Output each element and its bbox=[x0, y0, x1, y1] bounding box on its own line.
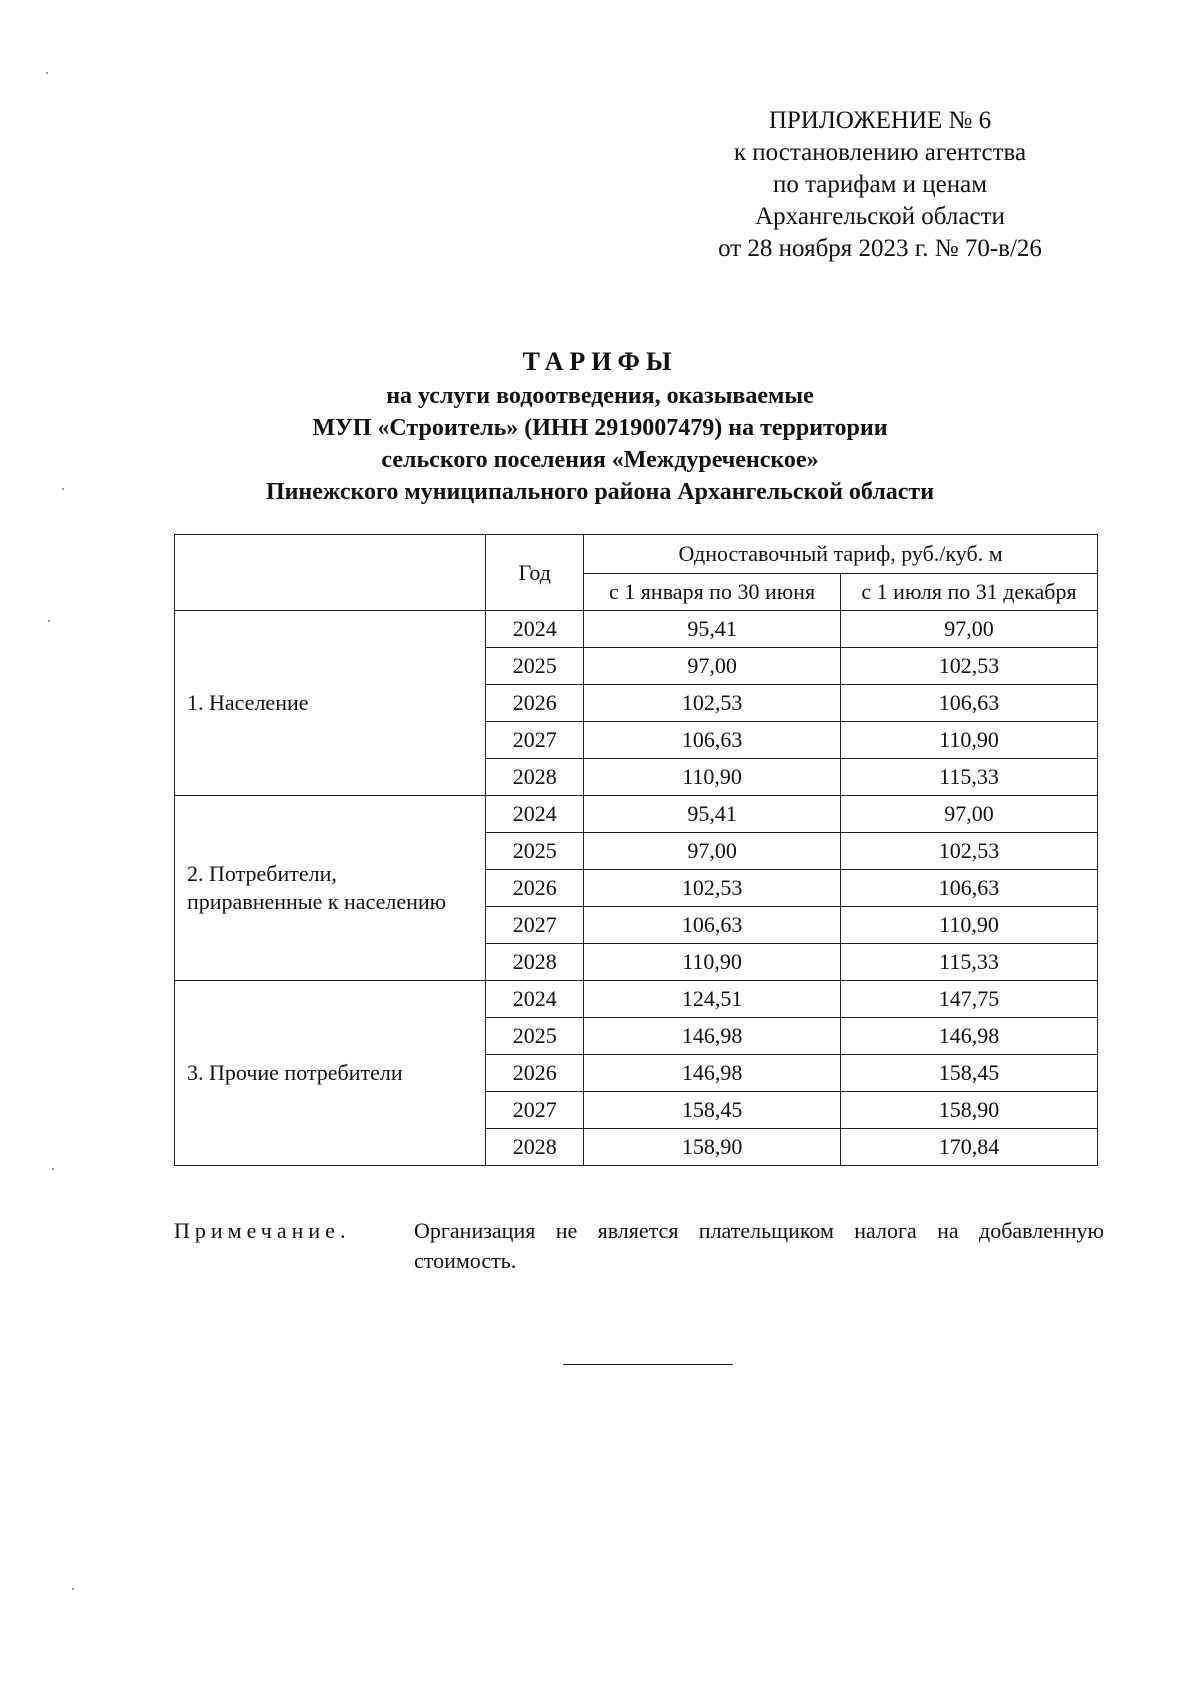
tariff-h1-cell: 106,63 bbox=[584, 907, 841, 944]
tariff-h2-cell: 146,98 bbox=[841, 1018, 1098, 1055]
tariff-h2-cell: 102,53 bbox=[841, 833, 1098, 870]
title-line: сельского поселения «Междуреченское» bbox=[381, 447, 819, 473]
tariff-table bbox=[174, 534, 1098, 1166]
table-row bbox=[175, 611, 1098, 648]
annex-line: Архангельской области bbox=[755, 203, 1005, 230]
scan-speck bbox=[46, 72, 48, 74]
year-cell: 2025 bbox=[486, 1018, 584, 1055]
tariff-h1-cell: 146,98 bbox=[584, 1055, 841, 1092]
tariff-h1-cell: 102,53 bbox=[584, 685, 841, 722]
header-tariff: Одноставочный тариф, руб./куб. м bbox=[584, 535, 1098, 574]
tariff-h1-cell: 95,41 bbox=[584, 796, 841, 833]
annex-number: ПРИЛОЖЕНИЕ № 6 bbox=[768, 107, 992, 134]
header-year: Год bbox=[486, 535, 584, 611]
header-period-2: с 1 июля по 31 декабря bbox=[841, 574, 1098, 611]
year-cell: 2025 bbox=[486, 648, 584, 685]
table-row bbox=[175, 796, 1098, 833]
tariff-h2-cell: 97,00 bbox=[841, 611, 1098, 648]
end-divider bbox=[563, 1364, 733, 1365]
tariff-h2-cell: 147,75 bbox=[841, 981, 1098, 1018]
annex-date: от 28 ноября 2023 г. № 70-в/26 bbox=[718, 235, 1042, 262]
year-cell: 2027 bbox=[486, 722, 584, 759]
year-cell: 2027 bbox=[486, 907, 584, 944]
tariff-h2-cell: 115,33 bbox=[841, 944, 1098, 981]
tariff-h2-cell: 106,63 bbox=[841, 685, 1098, 722]
tariff-h1-cell: 97,00 bbox=[584, 833, 841, 870]
tariff-h1-cell: 102,53 bbox=[584, 870, 841, 907]
tariff-h1-cell: 158,90 bbox=[584, 1129, 841, 1166]
year-cell: 2026 bbox=[486, 1055, 584, 1092]
tariff-h2-cell: 110,90 bbox=[841, 722, 1098, 759]
scan-speck bbox=[48, 620, 50, 622]
year-cell: 2028 bbox=[486, 1129, 584, 1166]
scan-speck bbox=[52, 1168, 54, 1170]
year-cell: 2026 bbox=[486, 685, 584, 722]
tariff-h1-cell: 110,90 bbox=[584, 759, 841, 796]
category-cell: 1. Население bbox=[175, 611, 486, 796]
tariff-h2-cell: 102,53 bbox=[841, 648, 1098, 685]
tariff-h2-cell: 158,45 bbox=[841, 1055, 1098, 1092]
year-cell: 2027 bbox=[486, 1092, 584, 1129]
note-text: Организация не является плательщиком налога на добавленную стоимость. bbox=[414, 1218, 1104, 1273]
tariff-h2-cell: 106,63 bbox=[841, 870, 1098, 907]
title-line: на услуги водоотведения, оказываемые bbox=[386, 383, 814, 409]
tariff-h1-cell: 124,51 bbox=[584, 981, 841, 1018]
year-cell: 2028 bbox=[486, 944, 584, 981]
annex-line: по тарифам и ценам bbox=[772, 171, 988, 198]
annex-line: к постановлению агентства bbox=[733, 139, 1027, 166]
category-cell: 3. Прочие потребители bbox=[175, 981, 486, 1166]
tariff-h1-cell: 95,41 bbox=[584, 611, 841, 648]
note bbox=[174, 1216, 1104, 1276]
tariff-h1-cell: 106,63 bbox=[584, 722, 841, 759]
tariff-h1-cell: 110,90 bbox=[584, 944, 841, 981]
year-cell: 2024 bbox=[486, 611, 584, 648]
note-label: Примечание. bbox=[174, 1218, 351, 1243]
tariff-h1-cell: 158,45 bbox=[584, 1092, 841, 1129]
year-cell: 2024 bbox=[486, 796, 584, 833]
table-row bbox=[175, 981, 1098, 1018]
year-cell: 2025 bbox=[486, 833, 584, 870]
annex-header bbox=[700, 105, 1060, 265]
tariff-h1-cell: 97,00 bbox=[584, 648, 841, 685]
title-line: МУП «Строитель» (ИНН 2919007479) на территории bbox=[312, 415, 888, 441]
tariff-h2-cell: 158,90 bbox=[841, 1092, 1098, 1129]
year-cell: 2028 bbox=[486, 759, 584, 796]
tariff-h2-cell: 110,90 bbox=[841, 907, 1098, 944]
tariff-h2-cell: 170,84 bbox=[841, 1129, 1098, 1166]
tariff-h2-cell: 115,33 bbox=[841, 759, 1098, 796]
category-cell: 2. Потребители, приравненные к населению bbox=[175, 796, 486, 981]
document-title bbox=[160, 346, 1040, 508]
scan-speck bbox=[62, 488, 64, 490]
year-cell: 2024 bbox=[486, 981, 584, 1018]
tariff-h2-cell: 97,00 bbox=[841, 796, 1098, 833]
title-line: Пинежского муниципального района Архангельской области bbox=[265, 479, 935, 505]
header-category-cell bbox=[175, 535, 486, 611]
header-period-1: с 1 января по 30 июня bbox=[584, 574, 841, 611]
scan-speck bbox=[72, 1588, 74, 1590]
title-main: ТАРИФЫ bbox=[522, 347, 678, 376]
year-cell: 2026 bbox=[486, 870, 584, 907]
tariff-h1-cell: 146,98 bbox=[584, 1018, 841, 1055]
